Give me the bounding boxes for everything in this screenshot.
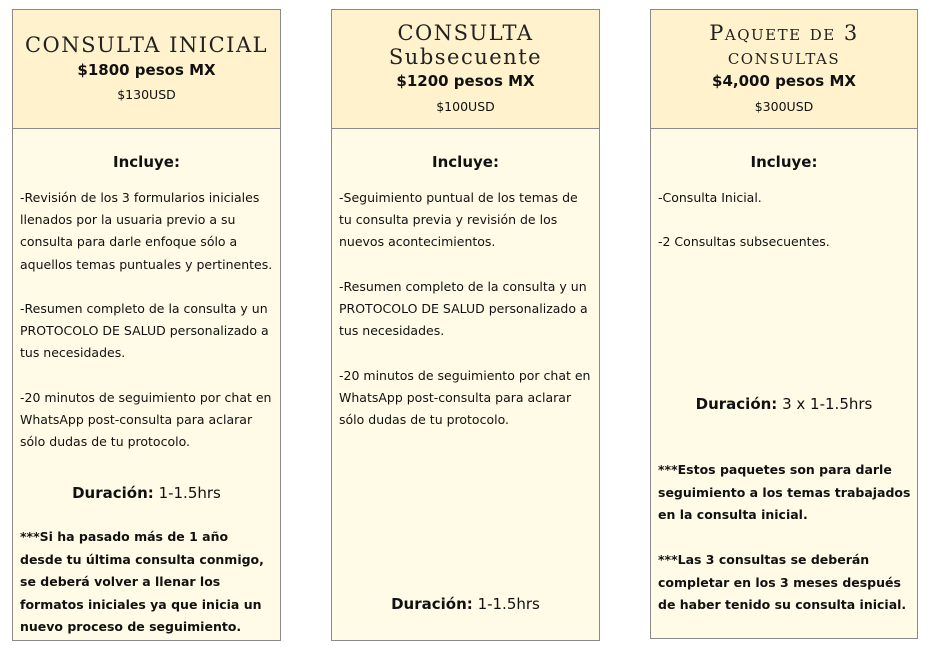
list-item: -Resumen completo de la consulta y un PROTOCOLO DE SALUD personalizado a tus necesidades.	[20, 301, 269, 361]
list-item: -Resumen completo de la consulta y un PROTOCOLO DE SALUD personalizado a tus necesidades.	[339, 278, 588, 339]
duration-value: 1-1.5hrs	[158, 484, 221, 502]
card-price-usd: $300USD	[754, 99, 814, 114]
list-item: -Revisión de los 3 formularios iniciales llenados por la usuaria previo a su consulta para darle enfoque sólo a aquellos temas puntuales y pertinentes.	[20, 190, 273, 272]
list-item: -Consulta Inicial.	[658, 190, 762, 205]
includes-list	[658, 187, 911, 276]
includes-heading: Incluye:	[113, 153, 180, 171]
duration-label: Duración:	[695, 395, 778, 413]
duration	[332, 595, 599, 613]
includes-heading: Incluye:	[750, 153, 818, 171]
card-title: CONSULTA INICIAL	[24, 33, 269, 57]
card-title: Paquete de 3 consultas	[709, 21, 859, 69]
list-item: -2 Consultas subsecuentes.	[658, 234, 830, 250]
pricing-card-consulta-inicial	[12, 9, 281, 641]
footnote	[658, 459, 911, 639]
footnote	[20, 526, 274, 661]
duration-label: Duración:	[72, 484, 154, 502]
footnote-text: ***Estos paquetes son para darle seguimiento a los temas trabajados en la consulta inicial.	[658, 462, 911, 522]
pricing-card-paquete-3-consultas	[650, 9, 918, 639]
pricing-card-consulta-subsecuente	[331, 9, 600, 641]
list-item: -Seguimiento puntual de los temas de tu consulta previa y revisión de los nuevos acontecimientos.	[339, 190, 578, 250]
list-item: -20 minutos de seguimiento por chat en WhatsApp post-consulta para aclarar sólo dudas de tu protocolo.	[339, 367, 591, 427]
card-header	[13, 10, 280, 129]
footnote-text: ***Las 3 consultas se deberán completar en los 3 meses después de haber tenido su consulta inicial.	[658, 552, 907, 612]
duration	[651, 395, 917, 413]
card-header	[651, 10, 917, 129]
card-header	[332, 10, 599, 129]
card-price-mxn: $1800 pesos MX	[77, 61, 216, 79]
duration-value: 1-1.5hrs	[477, 595, 540, 613]
includes-list	[20, 187, 274, 476]
list-item: -20 minutos de seguimiento por chat en WhatsApp post-consulta para aclarar sólo dudas de tu protocolo.	[20, 389, 272, 450]
includes-list	[339, 187, 593, 453]
footnote-text: ***Si ha pasado más de 1 año desde tu última consulta conmigo, se deberá volver a llenar los formatos iniciales ya que inicia un nuevo proceso de seguimiento.	[20, 529, 264, 634]
includes-heading: Incluye:	[432, 153, 499, 171]
card-price-mxn: $1200 pesos MX	[396, 72, 535, 90]
duration-value: 3 x 1-1.5hrs	[782, 395, 873, 413]
card-title: CONSULTA Subsecuente	[388, 21, 543, 69]
duration	[13, 484, 280, 502]
card-price-usd: $100USD	[436, 99, 495, 114]
card-price-mxn: $4,000 pesos MX	[712, 72, 856, 90]
duration-label: Duración:	[391, 595, 473, 613]
card-price-usd: $130USD	[117, 87, 176, 102]
